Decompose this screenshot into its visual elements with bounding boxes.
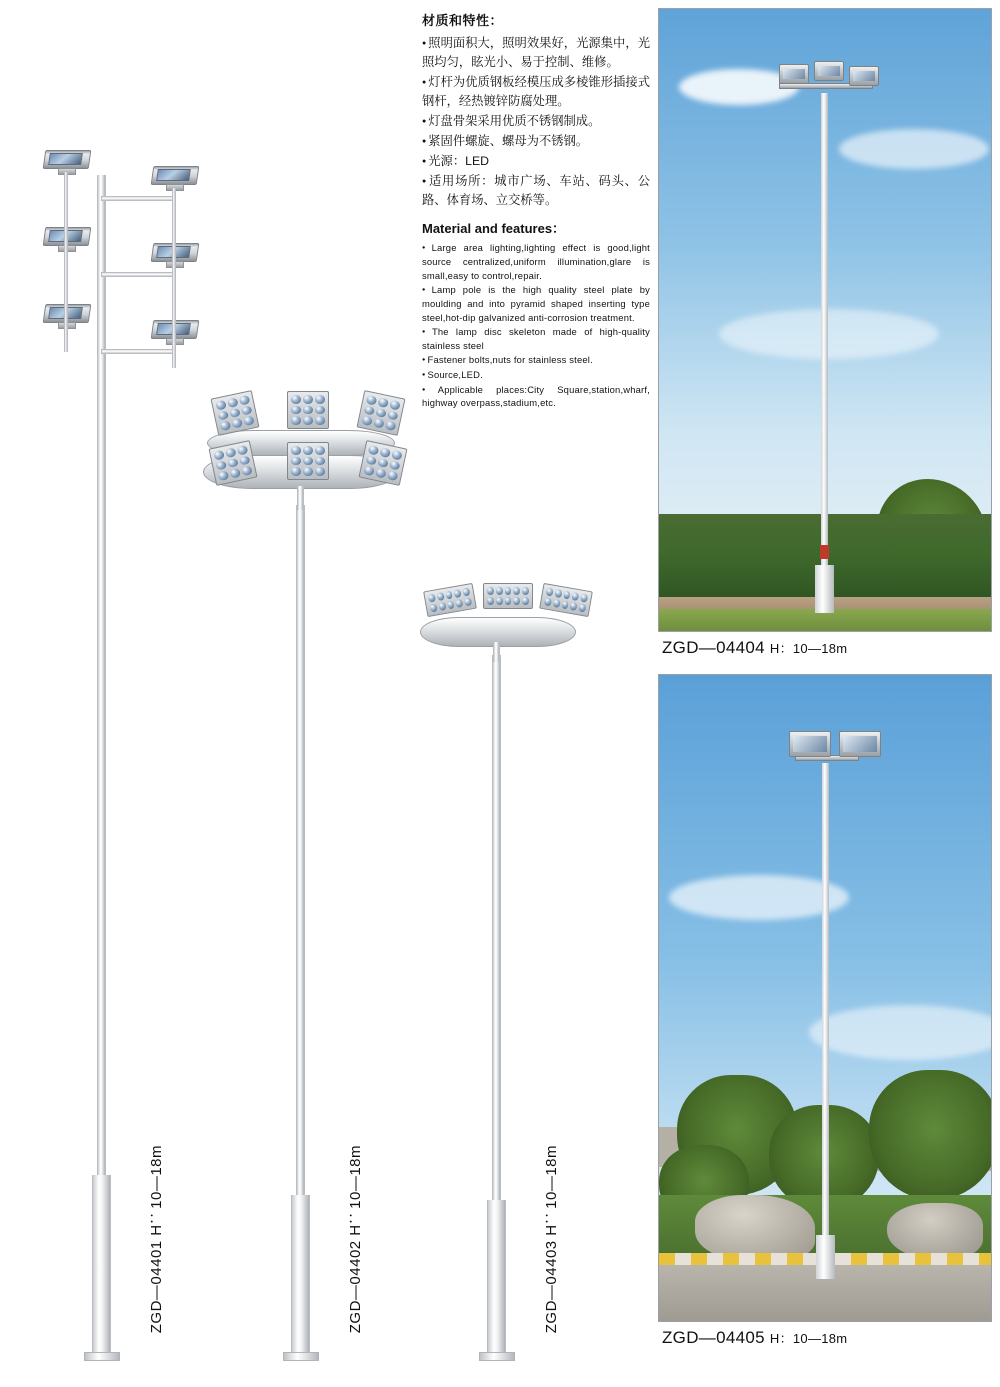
pole-base [816, 1235, 835, 1279]
cloud [719, 309, 939, 359]
high-mast-pole [821, 93, 828, 571]
photo-zgd-04405 [658, 674, 992, 1348]
photo-image-zgd-04405 [658, 674, 992, 1322]
led-panel-head [357, 390, 406, 436]
cross-arm-middle [101, 272, 175, 277]
led-panel-head [483, 583, 533, 609]
pole-lower-shaft [487, 1200, 506, 1355]
drawing-label-zgd-04401: ZGD—04401 H：10—18m [148, 1145, 165, 1334]
spec-item-cn: ● 紧固件螺旋、螺母为不锈钢。 [422, 132, 650, 151]
pole-red-band [820, 545, 829, 559]
flood-lamp [849, 66, 879, 86]
led-panel-head [423, 583, 477, 617]
high-mast-pole [822, 763, 829, 1263]
flood-lamp [779, 64, 809, 84]
led-panel-head [539, 583, 593, 617]
pole-shaft [296, 505, 305, 1195]
spec-item-en: ● Lamp pole is the high quality steel plate by moulding and into pyramid shaped inserting type steel,hot-dip galvanized anti-corrosion treatment. [422, 283, 650, 324]
spec-item-cn: ● 光源：LED [422, 152, 650, 171]
pole-shaft [97, 175, 106, 1175]
cross-arm-bottom [101, 349, 175, 354]
photo-caption-zgd-04405: ZGD—04405 H：10—18m [662, 1328, 848, 1347]
pole-base [815, 565, 834, 613]
specs-title-en: Material and features： [422, 221, 566, 237]
cloud [839, 129, 989, 169]
flood-lamp [814, 61, 844, 81]
rock [887, 1203, 983, 1259]
spec-item-en: ● Fastener bolts,nuts for stainless steel. [422, 353, 650, 367]
pole-lower-shaft [92, 1175, 111, 1355]
spec-item-cn: ● 灯盘骨架采用优质不锈钢制成。 [422, 112, 650, 131]
specifications-panel [422, 10, 650, 411]
flood-lamp-head [44, 144, 90, 174]
spec-item-en: ● Large area lighting,lighting effect is good,light source centralized,uniform illumination,glare is small,easy to control,repair. [422, 241, 650, 282]
rack-stem [297, 486, 304, 510]
rack-stem [493, 642, 500, 662]
flood-lamp [839, 731, 881, 757]
drawing-label-zgd-04403: ZGD—04403 H：10—18m [543, 1145, 560, 1334]
pole-base [479, 1352, 515, 1361]
flood-lamp [789, 731, 831, 757]
spec-item-en: ● Applicable places:City Square,station,wharf, highway overpass,stadium,etc. [422, 383, 650, 410]
photo-image-zgd-04404 [658, 8, 992, 632]
photos-column [658, 8, 992, 1348]
spec-item-cn: ● 适用场所：城市广场、车站、码头、公路、体育场、立交桥等。 [422, 172, 650, 210]
pole-shaft [492, 655, 501, 1200]
photo-zgd-04404 [658, 8, 992, 658]
tree [869, 1070, 992, 1200]
lamp-support-right [172, 188, 176, 368]
specs-list-cn [422, 34, 650, 210]
led-panel-head [287, 442, 329, 480]
pole-base [283, 1352, 319, 1361]
drawing-label-zgd-04402: ZGD—04402 H：10—18m [347, 1145, 364, 1334]
pole-lower-shaft [291, 1195, 310, 1355]
cross-arm-top [101, 196, 175, 201]
rock [695, 1195, 815, 1261]
spec-item-cn: ● 灯杆为优质钢板经模压成多棱锥形插接式钢杆，经热镀锌防腐处理。 [422, 73, 650, 111]
specs-list-en [422, 241, 650, 410]
pole-base [84, 1352, 120, 1361]
photo-caption-zgd-04404: ZGD—04404 H：10—18m [662, 638, 848, 657]
spec-item-cn: ● 照明面积大，照明效果好，光源集中，光照均匀，眩光小、易于控制、维修。 [422, 34, 650, 72]
flood-lamp-head [152, 160, 198, 190]
led-panel-head [287, 391, 329, 429]
spec-item-en: ● The lamp disc skeleton made of high-quality stainless steel [422, 325, 650, 352]
specs-title-cn: 材质和特性： [422, 13, 504, 28]
spec-item-en: ● Source,LED. [422, 368, 650, 382]
lamp-support-left [64, 172, 68, 352]
